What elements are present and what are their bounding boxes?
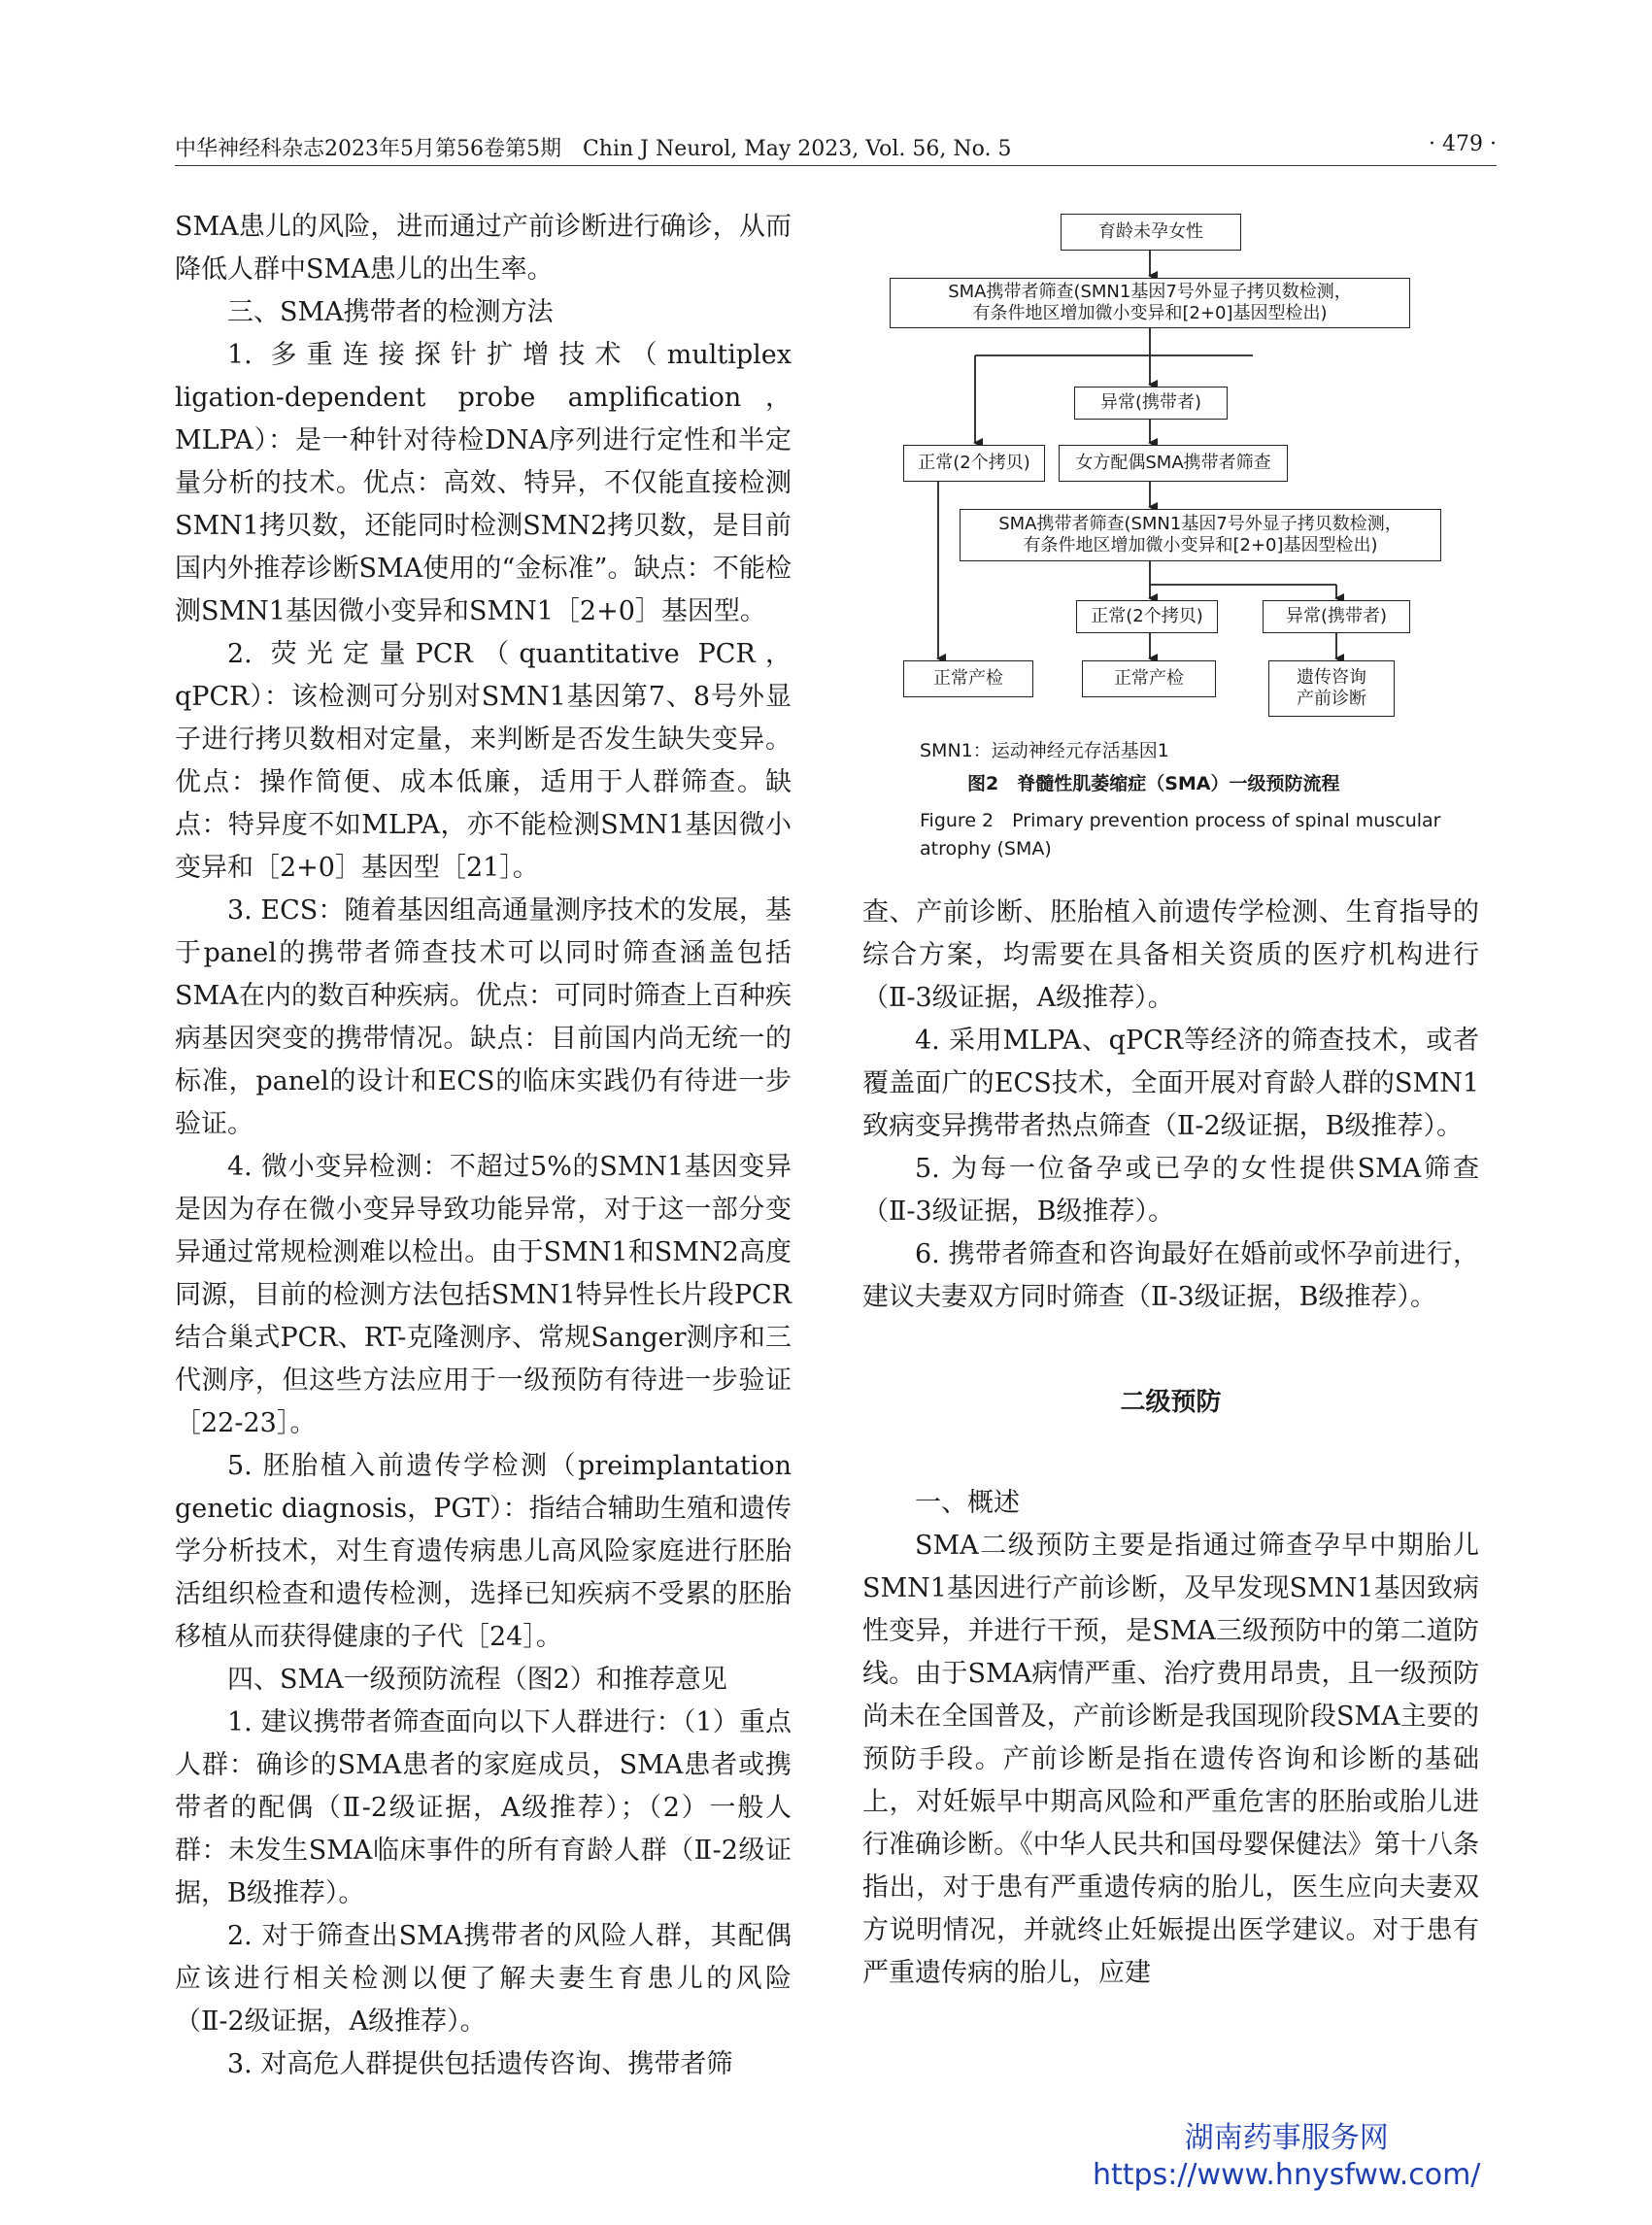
box-text-line: 有条件地区增加微小变异和[2+0]基因型检出) <box>972 303 1328 323</box>
box-genetic-counseling <box>1268 660 1395 717</box>
paragraph: 4. 采用MLPA、qPCR等经济的筛查技术，或者覆盖面广的ECS技术，全面开展对育龄人群的SMN1致病变异携带者热点筛查（Ⅱ-2级证据，B级推荐）。 <box>862 1026 1479 1141</box>
watermark-url[interactable]: https://www.hnysfww.com/ <box>1093 2158 1481 2192</box>
paragraph: 2. 对于筛查出SMA携带者的风险人群，其配偶应该进行相关检测以便了解夫妻生育患儿的风险（Ⅱ-2级证据，A级推荐）。 <box>175 1921 792 2037</box>
paragraph: 4. 微小变异检测：不超过5%的SMN1基因变异是因为存在微小变异导致功能异常，对于这一部分变异通过常规检测难以检出。由于SMN1和SMN2高度同源，目前的检测方法包括SMN1特异性长片段PCR结合巢式PCR、RT-克隆测序、常规Sanger测序和三代测序，但这些方法应用于一级预防有待进一步验证［22-23］。 <box>175 1152 792 1438</box>
figure-footnote: SMN1：运动神经元存活基因1 <box>920 740 1169 761</box>
section-heading: 三、SMA携带者的检测方法 <box>227 297 554 327</box>
figure-caption-en <box>920 806 1440 860</box>
paragraph: 2. 荧光定量PCR（quantitative PCR，qPCR）：该检测可分别对SMN1基因第7、8号外显子进行拷贝数相对定量，来判断是否发生缺失变异。优点：操作简便、成本低廉，适用于人群筛查。缺点：特异度不如MLPA，亦不能检测SMN1基因微小变异和［2+0］基因型［21］。 <box>175 639 792 883</box>
box-abnormal-carrier-1: 异常(携带者) <box>1074 387 1228 420</box>
box-carrier-screening-1 <box>890 278 1410 328</box>
paragraph: 6. 携带者筛查和咨询最好在婚前或怀孕前进行，建议夫妻双方同时筛查（Ⅱ-3级证据，B级推荐）。 <box>862 1239 1479 1312</box>
box-childbearing-women: 育龄未孕女性 <box>1061 214 1241 251</box>
box-text-line: SMA携带者筛查(SMN1基因7号外显子拷贝数检测， <box>998 514 1402 534</box>
box-spouse-screening: 女方配偶SMA携带者筛查 <box>1059 445 1288 482</box>
paragraph: SMA患儿的风险，进而通过产前诊断进行确诊，从而降低人群中SMA患儿的出生率。 <box>175 212 792 285</box>
box-routine-prenatal-2: 正常产检 <box>1082 660 1216 697</box>
box-abnormal-carrier-2: 异常(携带者) <box>1263 600 1410 633</box>
watermark-name: 湖南药事服务网 <box>1184 2121 1389 2155</box>
journal-citation: 中华神经科杂志2023年5月第56卷第5期 Chin J Neurol, May 2023, Vol. 56, No. 5 <box>175 137 1012 161</box>
section-heading: 四、SMA一级预防流程（图2）和推荐意见 <box>227 1665 727 1695</box>
box-routine-prenatal-1: 正常产检 <box>903 660 1033 697</box>
figure-caption-cn: 图2 脊髓性肌萎缩症（SMA）一级预防流程 <box>967 773 1340 794</box>
page-number: · 479 · <box>1429 132 1497 156</box>
paragraph: 5. 为每一位备孕或已孕的女性提供SMA筛查（Ⅱ-3级证据，B级推荐）。 <box>862 1154 1479 1227</box>
paragraph: 3. ECS：随着基因组高通量测序技术的发展，基于panel的携带者筛查技术可以同时筛查涵盖包括SMA在内的数百种疾病。优点：可同时筛查上百种疾病基因突变的携带情况。缺点：目前国内尚无统一的标准，panel的设计和ECS的临床实践仍有待进一步验证。 <box>175 895 792 1139</box>
box-text-line: 产前诊断 <box>1297 689 1366 709</box>
box-text-line: 有条件地区增加微小变异和[2+0]基因型检出) <box>1023 535 1378 556</box>
watermark <box>1093 2120 1480 2194</box>
paragraph: 1. 多重连接探针扩增技术（multiplex ligation-dependent probe amplification，MLPA）：是一种针对待检DNA序列进行定性和半定量分析的技术。优点：高效、特异，不仅能直接检测SMN1拷贝数，还能同时检测SMN2拷贝数，是目前国内外推荐诊断SMA使用的“金标准”。缺点：不能检测SMN1基因微小变异和SMN1［2+0］基因型。 <box>175 340 792 626</box>
figure-2-flowchart <box>874 200 1457 744</box>
paragraph: 查、产前诊断、胚胎植入前遗传学检测、生育指导的综合方案，均需要在具备相关资质的医疗机构进行（Ⅱ-3级证据，A级推荐）。 <box>862 897 1479 1013</box>
left-column <box>175 206 792 2086</box>
right-column <box>862 892 1479 1995</box>
paragraph: 5. 胚胎植入前遗传学检测（preimplantation genetic diagnosis，PGT）：指结合辅助生殖和遗传学分析技术，对生育遗传病患儿高风险家庭进行胚胎活组织检查和遗传检测，选择已知疾病不受累的胚胎移植从而获得健康的子代［24］。 <box>175 1451 792 1652</box>
box-carrier-screening-2 <box>960 509 1441 561</box>
caption-line: atrophy (SMA) <box>920 838 1052 860</box>
paragraph: 3. 对高危人群提供包括遗传咨询、携带者筛 <box>227 2049 733 2079</box>
section-heading: 一、概述 <box>915 1488 1020 1518</box>
paragraph: SMA二级预防主要是指通过筛查孕早中期胎儿SMN1基因进行产前诊断，及早发现SMN1基因致病性变异，并进行干预，是SMA三级预防中的第二道防线。由于SMA病情严重、治疗费用昂贵，且一级预防尚未在全国普及，产前诊断是我国现阶段SMA主要的预防手段。产前诊断是指在遗传咨询和诊断的基础上，对妊娠早中期高风险和严重危害的胚胎或胎儿进行准确诊断。《中华人民共和国母婴保健法》第十八条指出，对于患有严重遗传病的胎儿，医生应向夫妻双方说明情况，并就终止妊娠提出医学建议。对于患有严重遗传病的胎儿，应建 <box>862 1531 1479 1988</box>
box-normal-2-copies-1: 正常(2个拷贝) <box>903 445 1045 482</box>
box-text-line: SMA携带者筛查(SMN1基因7号外显子拷贝数检测， <box>948 282 1352 302</box>
paragraph: 1. 建议携带者筛查面向以下人群进行：（1）重点人群：确诊的SMA患者的家庭成员，SMA患者或携带者的配偶（Ⅱ-2级证据，A级推荐）；（2）一般人群：未发生SMA临床事件的所有育龄人群（Ⅱ-2级证据，B级推荐）。 <box>175 1707 792 1908</box>
box-normal-2-copies-2: 正常(2个拷贝) <box>1076 600 1218 633</box>
section-title: 二级预防 <box>1120 1388 1222 1417</box>
running-header <box>175 126 1497 166</box>
caption-line: Figure 2 Primary prevention process of spinal muscular <box>920 810 1441 831</box>
box-text-line: 遗传咨询 <box>1297 667 1366 688</box>
